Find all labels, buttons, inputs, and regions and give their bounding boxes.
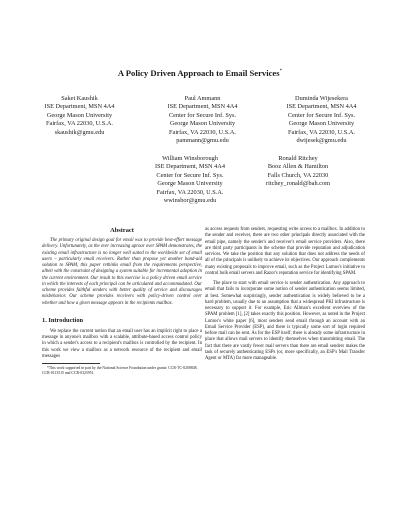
author-3 <box>264 95 379 145</box>
author-affiliation: Center for Secure Inf. Sys. <box>156 171 224 179</box>
author-4 <box>140 155 240 205</box>
right-paragraph-1: as access requests from senders, requesting write access to a mailbox. In addition to the sender and receiver, there are two other principals directly associated with the email pipe, namely the sender's and receiver's email service providers. Also, there are third party participants in the scheme that provide reputation and adjudication services. We take the position that any solution that does not address the needs of all of the principals is unlikely to achieve its objectives. Our approach complements many existing proposals to improve email, such as the Project Lumos's initiative to control bulk email servers and Razor's reputation service for identifying SPAM. <box>205 227 365 276</box>
abstract-text: The primary original design goal for email was to provide best-effort message delivery. Unfortunately, as the ever increasing uproar over SPAM demonstrates, the existing email infrastructure is no longer well suited to the worldwide set of email users – particularly email receivers. Rather than propose yet another band-aid solution to SPAM, this paper rethinks email from the requirements perspective, albeit with the constraint of designing a system suitable for incremental adoption in the current environment. Our result to this exercise is a policy driven email service in which the interests of each principal can be articulated and accommodated. Our scheme provides faithful senders with better quality of service and discourages misbehavior. Our scheme provides receivers with policy-driven control over whether and how a given message appears in the recipients mailbox. <box>42 238 202 306</box>
author-2 <box>145 95 260 145</box>
author-email: dwijesek@gmu.edu <box>296 137 347 145</box>
author-name: William Winsborough <box>162 155 218 162</box>
author-name: Paul Ammann <box>184 95 221 102</box>
footnote-text: *This work supported in part by the National Science Foundation under grants: CCR-TC-0208848, CCR-0113515 and CCR-0325951. <box>42 366 198 375</box>
abstract-heading: Abstract <box>110 227 134 234</box>
author-affiliation: ISE Department, MSN 4A4 <box>286 103 357 111</box>
section-heading: 1. Introduction <box>42 316 84 324</box>
author-affiliation: George Mason University <box>169 120 236 128</box>
author-name: Duminda Wijesekera <box>295 95 348 102</box>
author-affiliation: ISE Department, MSN 4A4 <box>167 103 238 111</box>
right-column <box>205 227 365 362</box>
author-email: skaushik@gmu.edu <box>54 128 105 136</box>
author-affiliation: Fairfax, VA 22030, U.S.A. <box>169 128 236 136</box>
author-5 <box>248 155 348 189</box>
paper-title-text: A Policy Driven Approach to Email Services <box>117 68 280 78</box>
author-affiliation: Fairfax, VA 22030, U.S.A. <box>156 188 224 196</box>
paper-title <box>0 68 400 78</box>
author-email: pammann@gmu.edu <box>176 137 229 145</box>
author-affiliation: ISE Department, MSN 4A4 <box>155 163 225 171</box>
right-paragraph-2: The place to start with email service is sender authentication. Any approach to email that fails to incorporate some notion of sender authentication seems limited, at best. Somewhat surprisingly, sender authentication is widely believed to be a hard problem, usually due to an assumption that a widespread PKI infrastructure is necessary to support it. For example, Eric Allman's excellent overview of the SPAM problem [1], [2] takes exactly this position. However, as noted in the Project Lumos's white paper [6], most senders send email through an account with an Email Service Provider (ESP), and there is typically some sort of login required before mail can be sent. As for the ESP itself, there is already some infrastructure in place that allows mail servers to identify themselves when transmitting email. The fact that there are vastly fewer mail servers than there are email senders makes the task of securely authenticating ESPs (or, more specifically, an ESP's Mail Transfer Agent or MTA) far more manageable. <box>205 281 365 361</box>
author-affiliation: George Mason University <box>46 111 113 119</box>
author-affiliation: Fairfax, VA 22030, U.S.A. <box>46 120 113 128</box>
author-email: ritchey_ronald@bah.com <box>265 180 331 188</box>
author-name: Ronald Ritchey <box>278 155 318 162</box>
author-affiliation: Falls Church, VA 22030 <box>267 171 329 179</box>
left-column <box>42 227 202 376</box>
author-name: Saket Kaushik <box>61 95 98 102</box>
author-affiliation: George Mason University <box>288 120 355 128</box>
author-affiliation: Center for Secure Inf. Sys. <box>168 111 237 119</box>
footnote-rule <box>42 363 100 364</box>
author-affiliation: Center for Secure Inf. Sys. <box>287 111 356 119</box>
author-affiliation: ISE Department, MSN 4A4 <box>44 103 115 111</box>
author-affiliation: Booz Allen & Hamilton <box>267 163 329 171</box>
author-affiliation: Fairfax, VA 22030, U.S.A. <box>288 128 355 136</box>
author-affiliation: George Mason University <box>157 180 223 188</box>
author-1 <box>22 95 137 137</box>
author-email: wwinsbor@gmu.edu <box>163 197 217 205</box>
intro-paragraph: We replace the current notion that an email user has an implicit right to place a message in anyone's mailbox with a scalable, attribute-based access control policy in which a sender's access to a recipient's mailbox is controlled by the recipient. In this work we view a mailbox as a network resource of the recipient and email messages <box>42 328 202 359</box>
title-footnote-mark: * <box>279 69 283 75</box>
